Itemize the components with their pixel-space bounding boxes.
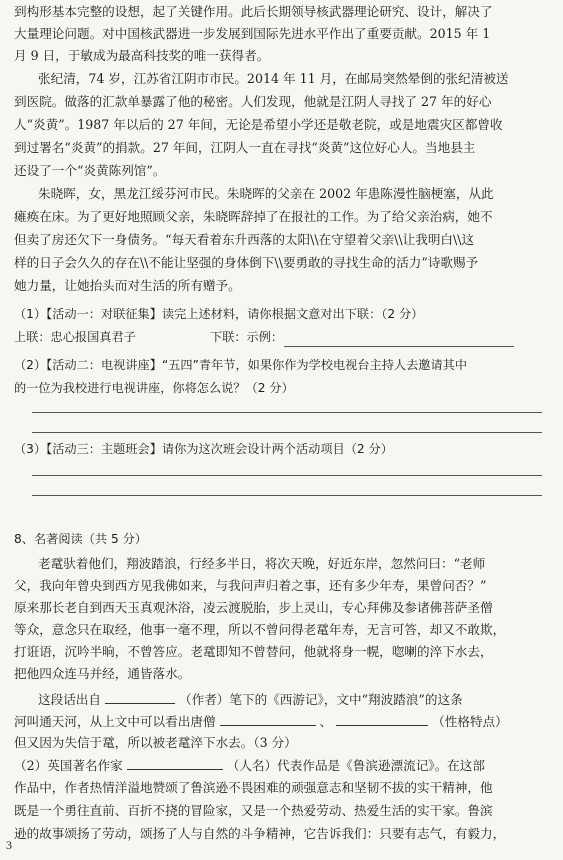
answer-line[interactable] — [32, 475, 542, 476]
passage-line: 样的日子会久久的存在\\不能让坚强的身体倒下\\要勇敢的寻找生命的活力”诗歌赐予 — [14, 255, 479, 270]
question-8-1 — [38, 691, 549, 708]
passage-line: 但卖了房还欠下一身债务。“每天看着东升西落的太阳\\在守望着父亲\\让我明白\\这 — [14, 232, 475, 247]
answer-line[interactable] — [284, 346, 514, 347]
passage-line: 张纪清，74 岁，江苏省江阴市市民。2014 年 11 月，在邮局突然晕倒的张纪清被送 — [38, 71, 509, 86]
passage-line: 到医院。做落的汇款单暴露了他的秘密。人们发现，他就是江阴人寻找了 27 年的好心 — [14, 94, 492, 109]
couplet-upper: 上联：忠心报国真君子 — [14, 330, 136, 344]
question-8-1-cont — [14, 713, 549, 730]
passage-line: 到构形基本完整的设想，起了关键作用。此后长期领导核武器理论研究、设计，解决了 — [14, 4, 493, 19]
question-8-2 — [14, 757, 549, 774]
excerpt-line: 原来那长老自到西天玉真观沐浴，凌云渡脱胎，步上灵山，专心拜佛及参诸佛菩萨圣僧 — [14, 600, 493, 615]
passage-line: 人“炎黄”。1987 年以后的 27 年间，无论是希望小学还是敬老院，或是地震灾区都曾收 — [14, 117, 503, 132]
question-8-2-text: 既是一个勇往直前、百折不挠的冒险家，又是一个热爱劳动、热爱生活的实干家。鲁滨 — [14, 803, 493, 818]
passage-line: 瘫痪在床。为了更好地照顾父亲，朱晓晖辞掉了在报社的工作。为了给父亲治病，她不 — [14, 209, 493, 224]
excerpt-line: 等众，意念只在取经，他事一毫不理，所以不曾问得老鼋年寿，无言可答，却又不敢欺， — [14, 622, 506, 637]
author-blank[interactable] — [105, 691, 175, 704]
answer-line[interactable] — [32, 495, 542, 496]
question-text: （作者）笔下的《西游记》，文中“翔波踏浪”的这条 — [179, 692, 463, 707]
excerpt-line: 打诳语，沉吟半晌，不曾答应。老鼋即知不曾替问，他就将身一幌，唿喇的淬下水去， — [14, 644, 493, 659]
question-text: 这段话出自 — [38, 692, 101, 707]
activity3-question: （3）【活动三：主题班会】请你为这次班会设计两个活动项目（2 分） — [14, 442, 393, 456]
couplet-lower-label: 下联：示例： — [210, 330, 284, 344]
writer-blank[interactable] — [127, 757, 223, 770]
passage-line: 朱晓晖，女，黑龙江绥芬河市民。朱晓晖的父亲在 2002 年患陈漫性脑梗塞，从此 — [38, 186, 494, 201]
activity1-question: （1）【活动一：对联征集】读完上述材料，请你根据文意对出下联：（2 分） — [14, 307, 424, 321]
passage-line: 还设了一个“炎黄陈列馆”。 — [14, 163, 166, 178]
answer-line[interactable] — [32, 432, 542, 433]
question-text: 、 — [319, 714, 333, 729]
question-8-1-end: 但又因为失信于鼋，所以被老鼋淬下水去。（3 分） — [14, 735, 297, 750]
question-text: （性格特点） — [432, 714, 508, 729]
section8-heading: 8、名著阅读（共 5 分） — [14, 532, 147, 546]
page-number: 3 — [6, 838, 12, 852]
passage-line: 月 9 日，于敏成为最高科技奖的唯一获得者。 — [14, 48, 270, 63]
excerpt-line: 父，我向年曾央到西方见我佛如来，与我问声归着之事，还有多少年寿，果曾问否？” — [14, 578, 487, 593]
answer-line[interactable] — [32, 412, 542, 413]
question-8-2-text: 逊的故事颂扬了劳动，颂扬了人与自然的斗争精神，它告诉我们：只要有志气，有毅力， — [14, 826, 506, 841]
trait-blank-2[interactable] — [336, 713, 428, 726]
question-text: （2）英国著名作家 — [14, 758, 123, 773]
trait-blank-1[interactable] — [220, 713, 316, 726]
question-text: （人名）代表作品是《鲁滨逊漂流记》。在这部 — [226, 758, 485, 773]
activity2-question: 的一位为我校进行电视讲座，你将怎么说？（2 分） — [14, 381, 294, 395]
excerpt-line: 把他四众连马并经，通皆落水。 — [14, 666, 191, 681]
passage-line: 到过署名“炎黄”的捐款。27 年间，江阴人一直在寻找“炎黄”这位好心人。当地县主 — [14, 140, 476, 155]
passage-line: 她力量，让她抬头而对生活的所有赠予。 — [14, 278, 241, 293]
passage-line: 大量理论问题。对中国核武器进一步发展到国际先进水平作出了重要贡献。2015 年 1 — [14, 26, 491, 41]
excerpt-line: 老鼋驮着他们，翔波踏浪，行经多半日，将次天晚，好近东岸，忽然问曰：“老师 — [38, 556, 486, 571]
question-text: 河叫通天河，从上文中可以看出唐僧 — [14, 714, 216, 729]
question-8-2-text: 作品中，作者热情洋溢地赞颂了鲁滨逊不畏困难的顽强意志和坚韧不拔的实干精神，他 — [14, 780, 493, 795]
activity2-question: （2）【活动二：电视讲座】“五四”青年节，如果你作为学校电视台主持人去邀请其中 — [14, 358, 468, 372]
